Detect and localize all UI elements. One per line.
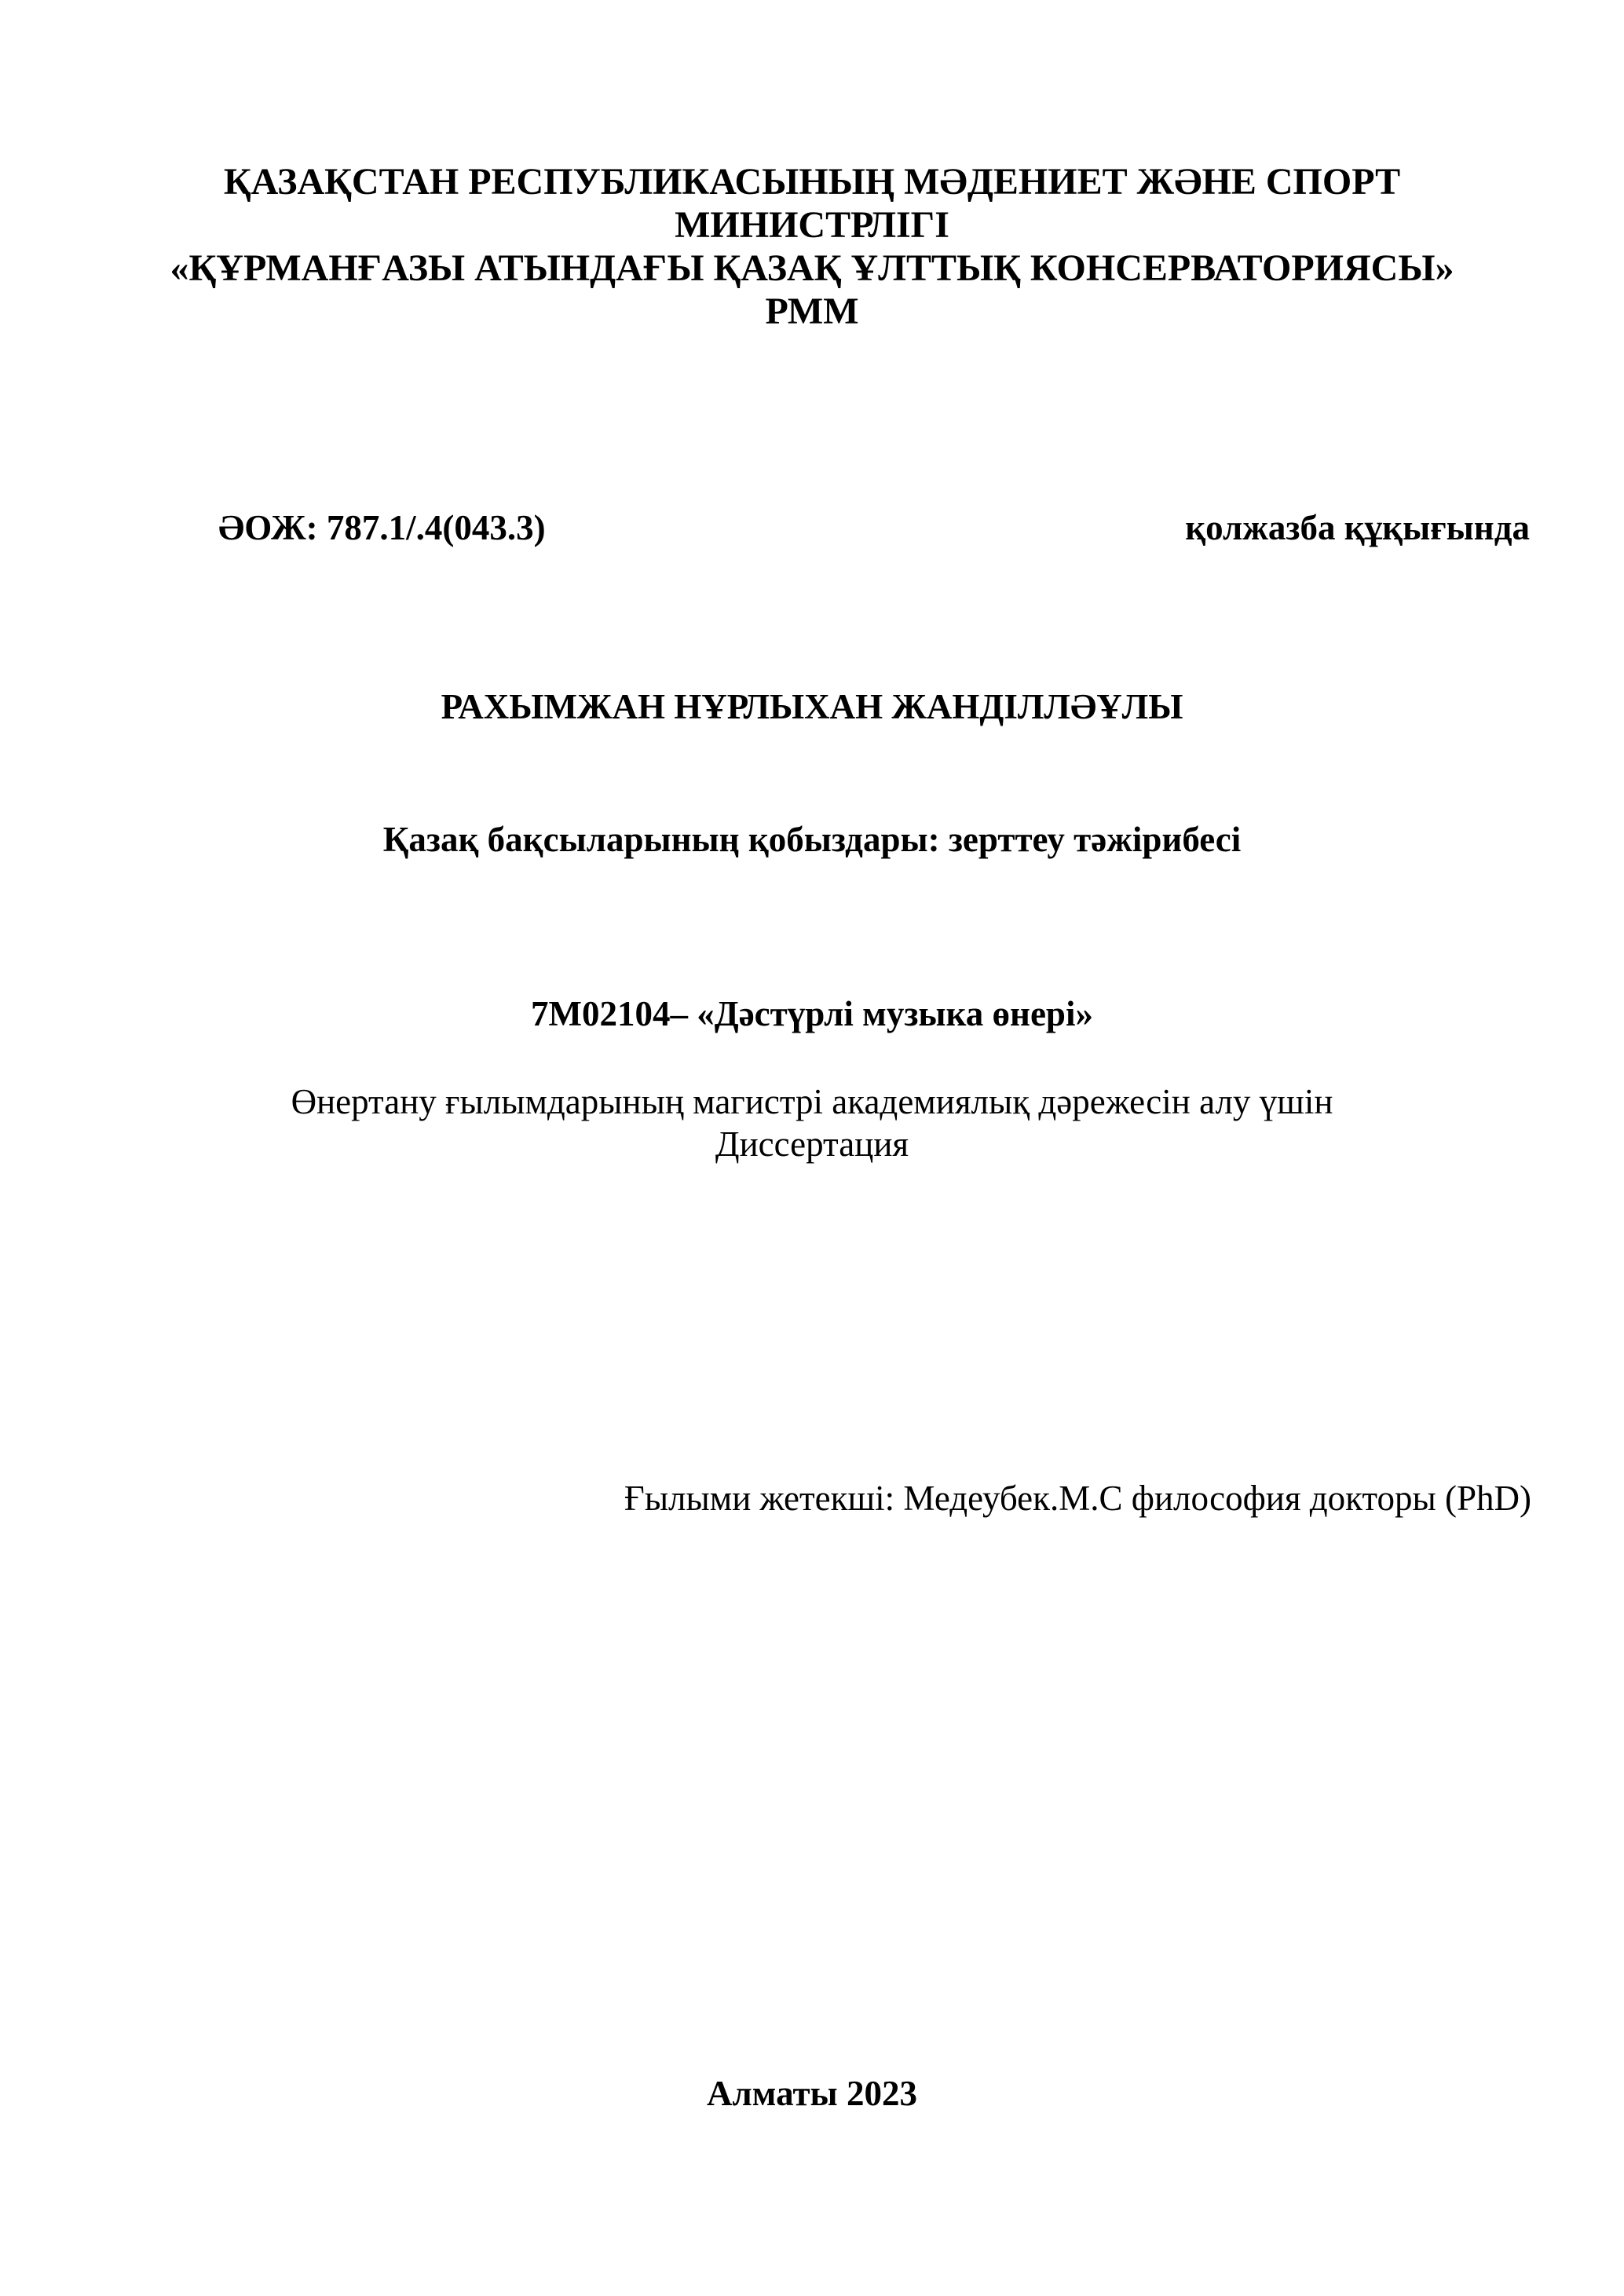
place-year: Алматы 2023 — [707, 2074, 917, 2113]
manuscript-rights: қолжазба құқығында — [1185, 508, 1530, 547]
supervisor: Ғылыми жетекші: Медеубек.М.С философия докторы (PhD) — [624, 1479, 1531, 1518]
specialty-code: 7М02104– «Дәстүрлі музыка өнері» — [531, 994, 1093, 1033]
institution-line: «ҚҰРМАНҒАЗЫ АТЫНДАҒЫ ҚАЗАҚ ҰЛТТЫҚ КОНСЕРВАТОРИЯСЫ» — [170, 247, 1454, 289]
ministry-line-2: МИНИСТРЛІГІ — [675, 204, 949, 246]
institution-type: РММ — [765, 291, 859, 332]
udc-code: ӘОЖ: 787.1/.4(043.3) — [218, 508, 546, 547]
degree-line-2: Диссертация — [715, 1124, 909, 1164]
dissertation-title: Қазақ бақсыларының қобыздары: зерттеу тәжірибесі — [382, 820, 1242, 859]
ministry-line-1: ҚАЗАҚСТАН РЕСПУБЛИКАСЫНЫҢ МӘДЕНИЕТ ЖӘНЕ СПОРТ — [223, 161, 1401, 203]
author-name: РАХЫМЖАН НҰРЛЫХАН ЖАНДІЛЛӘҰЛЫ — [441, 687, 1183, 726]
degree-line-1: Өнертану ғылымдарының магистрі академиялық дәрежесін алу үшін — [291, 1082, 1333, 1121]
